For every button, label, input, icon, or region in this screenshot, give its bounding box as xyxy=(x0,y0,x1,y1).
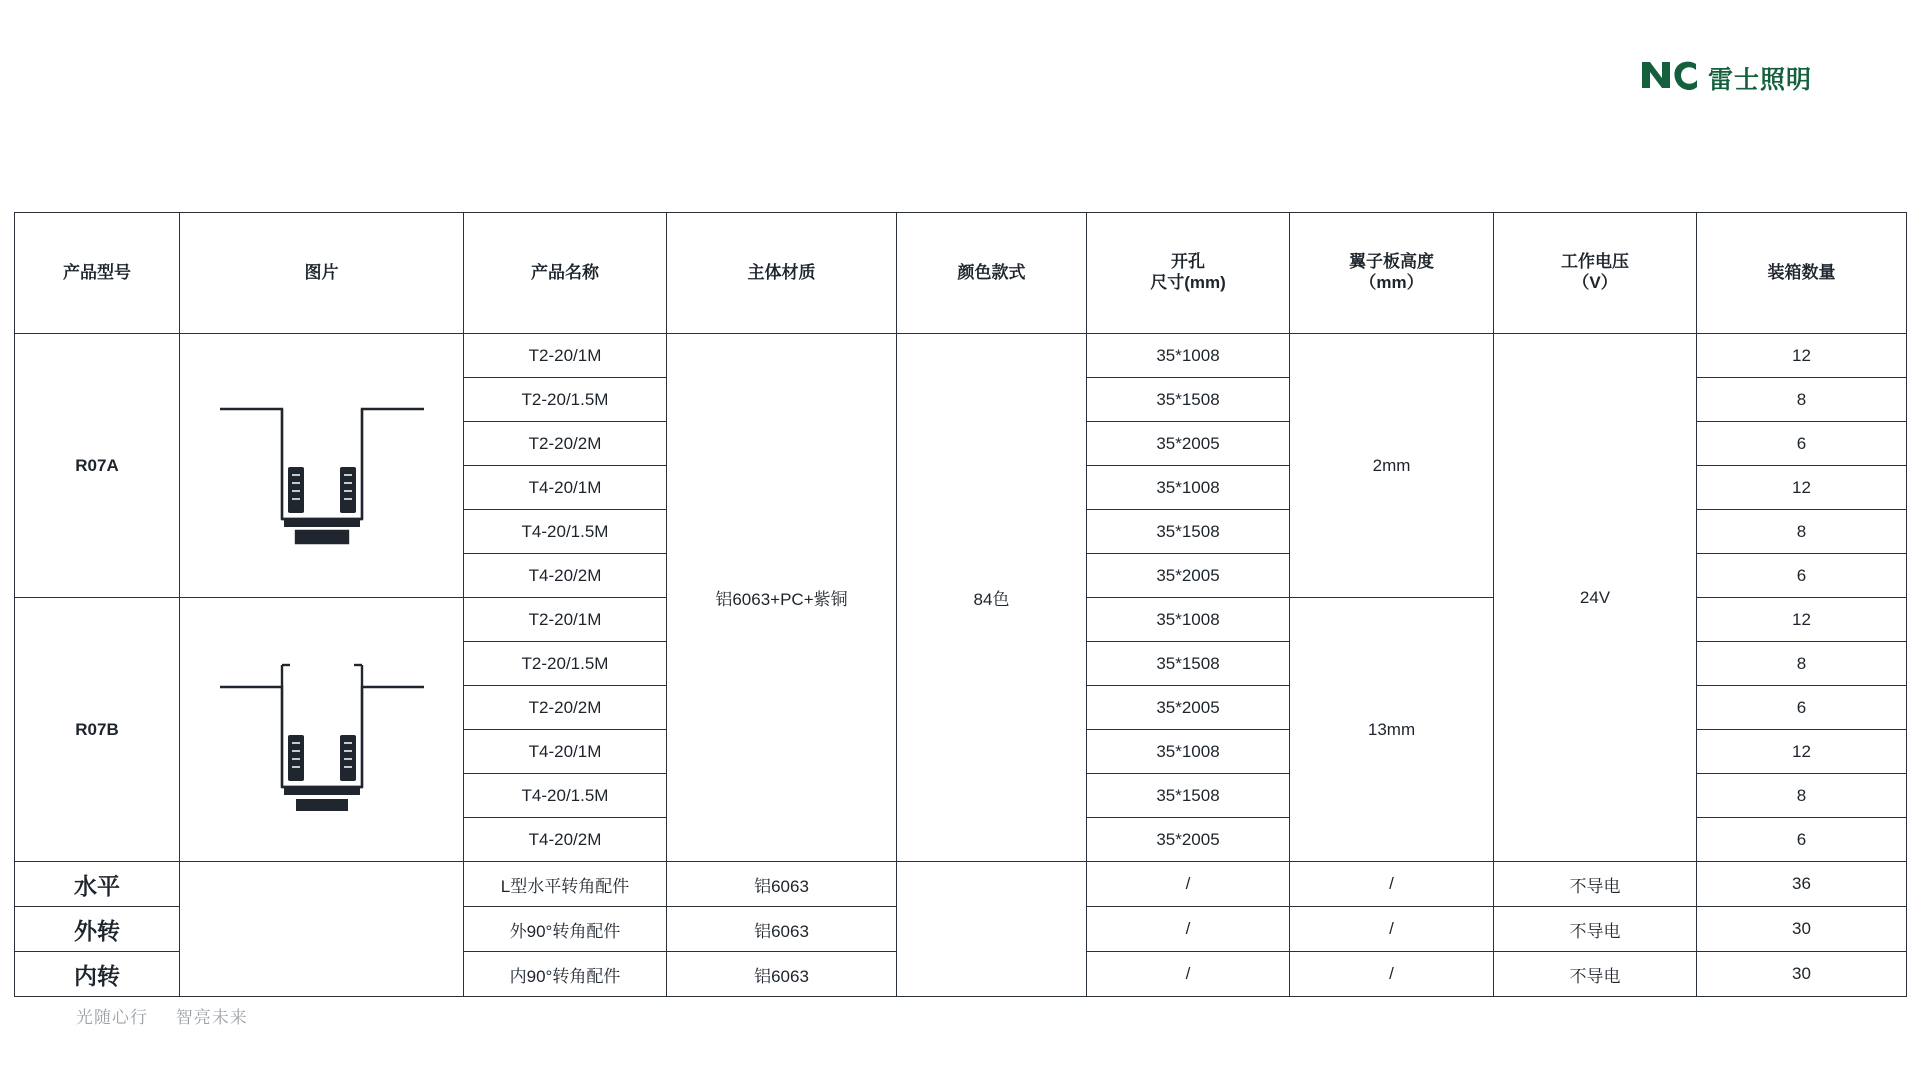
accessory-qty-cell: 30 xyxy=(1697,907,1907,952)
accessory-wing-cell: / xyxy=(1290,907,1494,952)
accessory-qty-cell: 30 xyxy=(1697,952,1907,997)
brand-name: 雷士照明 xyxy=(1707,65,1812,94)
col-header-model xyxy=(15,213,180,334)
hole-size-cell: 35*1508 xyxy=(1087,378,1290,422)
carton-qty-cell: 8 xyxy=(1697,642,1907,686)
carton-qty-cell: 6 xyxy=(1697,422,1907,466)
col-header-color xyxy=(897,213,1087,334)
wing-height-cell-r07a: 2mm xyxy=(1290,334,1494,598)
accessory-wing-cell: / xyxy=(1290,952,1494,997)
carton-qty-cell: 8 xyxy=(1697,774,1907,818)
material-cell: 铝6063+PC+紫铜 xyxy=(667,334,897,862)
col-header-material xyxy=(667,213,897,334)
product-name-cell: T2-20/1.5M xyxy=(464,378,667,422)
carton-qty-cell: 12 xyxy=(1697,598,1907,642)
footer-slogan xyxy=(76,1003,270,1028)
accessory-color-cell xyxy=(897,862,1087,997)
product-name-cell: T2-20/2M xyxy=(464,422,667,466)
product-name-cell: T2-20/1M xyxy=(464,598,667,642)
track-profile-r07a-icon xyxy=(180,334,464,598)
carton-qty-cell: 12 xyxy=(1697,334,1907,378)
col-header-color-line1: 颜色款式 xyxy=(957,262,1026,282)
spec-table-wrap xyxy=(14,212,1906,997)
accessory-wing-cell: / xyxy=(1290,862,1494,907)
hole-size-cell: 35*1008 xyxy=(1087,466,1290,510)
carton-qty-cell: 6 xyxy=(1697,686,1907,730)
hole-size-cell: 35*1008 xyxy=(1087,598,1290,642)
hole-size-cell: 35*1508 xyxy=(1087,510,1290,554)
col-header-voltage xyxy=(1494,213,1697,334)
wing-height-cell-r07b: 13mm xyxy=(1290,598,1494,862)
col-header-model-line1: 产品型号 xyxy=(63,262,131,282)
voltage-cell: 24V xyxy=(1494,334,1697,862)
table-header xyxy=(15,213,1907,334)
table-row xyxy=(15,862,1907,907)
spec-table xyxy=(14,212,1907,997)
accessory-voltage-cell: 不导电 xyxy=(1494,862,1697,907)
col-header-image xyxy=(180,213,464,334)
accessory-name-cell: 内90°转角配件 xyxy=(464,952,667,997)
accessory-hole-cell: / xyxy=(1087,907,1290,952)
col-header-carton-qty-line1: 装箱数量 xyxy=(1767,262,1836,282)
accessory-qty-cell: 36 xyxy=(1697,862,1907,907)
hole-size-cell: 35*1008 xyxy=(1087,334,1290,378)
product-name-cell: T4-20/2M xyxy=(464,554,667,598)
accessory-voltage-cell: 不导电 xyxy=(1494,907,1697,952)
accessory-material-cell: 铝6063 xyxy=(667,907,897,952)
hole-size-cell: 35*1508 xyxy=(1087,642,1290,686)
product-name-cell: T4-20/1M xyxy=(464,466,667,510)
carton-qty-cell: 12 xyxy=(1697,466,1907,510)
accessory-material-cell: 铝6063 xyxy=(667,952,897,997)
footer-slogan-2: 智亮未来 xyxy=(175,1008,248,1027)
table-row xyxy=(15,334,1907,378)
product-name-cell: T4-20/1.5M xyxy=(464,774,667,818)
accessory-hole-cell: / xyxy=(1087,862,1290,907)
carton-qty-cell: 8 xyxy=(1697,510,1907,554)
accessory-image-cell xyxy=(180,862,464,997)
product-name-cell: T2-20/2M xyxy=(464,686,667,730)
col-header-product-name-line1: 产品名称 xyxy=(531,262,599,282)
track-profile-r07b-icon xyxy=(180,598,464,862)
col-header-wing-height xyxy=(1290,213,1494,334)
col-header-voltage-line2: （V） xyxy=(1572,273,1618,292)
table-body xyxy=(15,334,1907,997)
carton-qty-cell: 6 xyxy=(1697,554,1907,598)
col-header-carton-qty xyxy=(1697,213,1907,334)
model-cell-r07b: R07B xyxy=(15,598,180,862)
hole-size-cell: 35*2005 xyxy=(1087,818,1290,862)
col-header-product-name xyxy=(464,213,667,334)
product-name-cell: T4-20/1M xyxy=(464,730,667,774)
carton-qty-cell: 12 xyxy=(1697,730,1907,774)
hole-size-cell: 35*1008 xyxy=(1087,730,1290,774)
accessory-voltage-cell: 不导电 xyxy=(1494,952,1697,997)
col-header-hole-size-line1: 开孔 xyxy=(1171,252,1205,272)
accessory-name-cell: 外90°转角配件 xyxy=(464,907,667,952)
col-header-wing-height-line2: （mm） xyxy=(1359,273,1424,292)
col-header-material-line1: 主体材质 xyxy=(747,262,816,282)
col-header-hole-size-line2: 尺寸(mm) xyxy=(1150,273,1226,292)
accessory-hole-cell: / xyxy=(1087,952,1290,997)
accessory-name-cell: L型水平转角配件 xyxy=(464,862,667,907)
model-cell-r07a: R07A xyxy=(15,334,180,598)
color-style-cell: 84色 xyxy=(897,334,1087,862)
hole-size-cell: 35*2005 xyxy=(1087,554,1290,598)
product-name-cell: T4-20/2M xyxy=(464,818,667,862)
accessory-material-cell: 铝6063 xyxy=(667,862,897,907)
hole-size-cell: 35*2005 xyxy=(1087,686,1290,730)
accessory-model-cell: 外转 xyxy=(15,907,180,952)
product-name-cell: T2-20/1.5M xyxy=(464,642,667,686)
col-header-voltage-line1: 工作电压 xyxy=(1561,252,1629,272)
hole-size-cell: 35*1508 xyxy=(1087,774,1290,818)
accessory-model-cell: 水平 xyxy=(15,862,180,907)
carton-qty-cell: 8 xyxy=(1697,378,1907,422)
product-name-cell: T2-20/1M xyxy=(464,334,667,378)
col-header-hole-size xyxy=(1087,213,1290,334)
col-header-wing-height-line1: 翼子板高度 xyxy=(1349,252,1434,272)
carton-qty-cell: 6 xyxy=(1697,818,1907,862)
product-name-cell: T4-20/1.5M xyxy=(464,510,667,554)
col-header-image-line1: 图片 xyxy=(304,262,339,282)
accessory-model-cell: 内转 xyxy=(15,952,180,997)
footer-slogan-1: 光随心行 xyxy=(76,1008,148,1027)
brand-logo xyxy=(1640,58,1812,97)
hole-size-cell: 35*2005 xyxy=(1087,422,1290,466)
table-header-row xyxy=(15,213,1907,334)
nvc-logo-icon xyxy=(1640,58,1698,97)
